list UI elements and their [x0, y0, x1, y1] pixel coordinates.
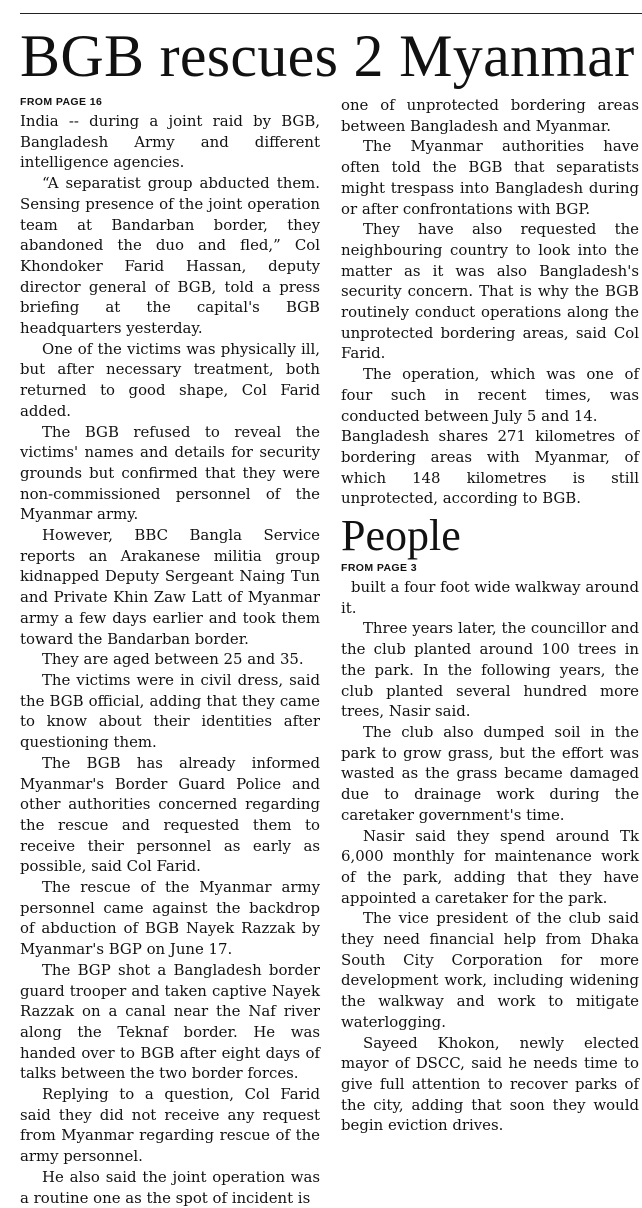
paragraph: The operation, which was one of four such in recent times, was conducted between July 5 and 14.	[341, 365, 639, 425]
second-article-kicker: FROM PAGE 3	[341, 562, 417, 575]
article-headline: BGB rescues 2 Myanmar	[20, 23, 635, 89]
paragraph: Replying to a question, Col Farid said they did not receive any request from Myanmar regarding rescue of the army personnel.	[20, 1085, 320, 1166]
second-article-headline: People	[341, 511, 461, 561]
top-rule	[20, 13, 642, 14]
paragraph: India -- during a joint raid by BGB, Bangladesh Army and different intelligence agencies.	[20, 112, 320, 172]
article-kicker: FROM PAGE 16	[20, 96, 103, 108]
paragraph: The rescue of the Myanmar army personnel came against the backdrop of abduction of BGB Nayek Razzak by Myanmar's BGP on June 17.	[20, 878, 320, 959]
paragraph: The victims were in civil dress, said the BGB official, adding that they came to know about their identities after questioning them.	[20, 670, 320, 752]
paragraph: Three years later, the councillor and the club planted around 100 trees in the park. In the following years, the club planted several hundred more trees, Nasir said.	[341, 619, 639, 721]
paragraph: The vice president of the club said they need financial help from Dhaka South City Corporation for more development work, including widening the walkway and work to mitigate waterlogging.	[341, 909, 639, 1031]
paragraph: The club also dumped soil in the park to grow grass, but the effort was wasted as the grass became damaged due to drainage work during the caretaker government's time.	[341, 722, 639, 824]
paragraph: They have also requested the neighbouring country to look into the matter as it was also Bangladesh's security concern. That is why the BGB routinely conduct operations along the unprotected bordering areas, said Col Farid.	[341, 220, 639, 363]
paragraph: Bangladesh shares 271 kilometres of bordering areas with Myanmar, of which 148 kilometres is still unprotected, according to BGB.	[341, 427, 639, 508]
paragraph: They are aged between 25 and 35.	[42, 650, 304, 669]
right-column	[341, 95, 639, 1136]
paragraph: However, BBC Bangla Service reports an Arakanese militia group kidnapped Deputy Sergeant Naing Tun and Private Khin Zaw Latt of Myanmar army a few days earlier and took them toward the Bandarban border.	[20, 526, 320, 648]
paragraph: The BGP shot a Bangladesh border guard trooper and taken captive Nayek Razzak on a canal near the Naf river along the Teknaf border. He was handed over to BGB after eight days of talks between the two border forces.	[20, 960, 320, 1083]
paragraph: one of unprotected bordering areas between Bangladesh and Myanmar.	[341, 96, 639, 135]
paragraph: Sayeed Khokon, newly elected mayor of DSCC, said he needs time to give full attention to recover parks of the city, adding that soon they would begin eviction drives.	[341, 1033, 639, 1135]
paragraph: One of the victims was physically ill, but after necessary treatment, both returned to good shape, Col Farid added.	[20, 339, 320, 420]
paragraph: “A separatist group abducted them. Sensing presence of the joint operation team at Bandarban border, they abandoned the duo and fled,” Col Khondoker Farid Hassan, deputy director general of BGB, told a press briefing at the capital's BGB headquarters yesterday.	[20, 174, 320, 338]
left-column	[20, 95, 320, 1208]
paragraph: The Myanmar authorities have often told the BGB that separatists might trespass into Bangladesh during or after confrontations with BGP.	[341, 137, 639, 218]
paragraph: The BGB refused to reveal the victims' names and details for security grounds but confirmed that they were non-commissioned personnel of the Myanmar army.	[20, 422, 320, 524]
paragraph: He also said the joint operation was a routine one as the spot of incident is	[20, 1167, 320, 1207]
paragraph: built a four foot wide walkway around it.	[341, 578, 639, 617]
paragraph: Nasir said they spend around Tk 6,000 monthly for maintenance work of the park, adding that they have appointed a caretaker for the park.	[341, 826, 639, 907]
paragraph: The BGB has already informed Myanmar's Border Guard Police and other authorities concerned regarding the rescue and requested them to receive their personnel as early as possible, said Col Farid.	[20, 753, 320, 876]
